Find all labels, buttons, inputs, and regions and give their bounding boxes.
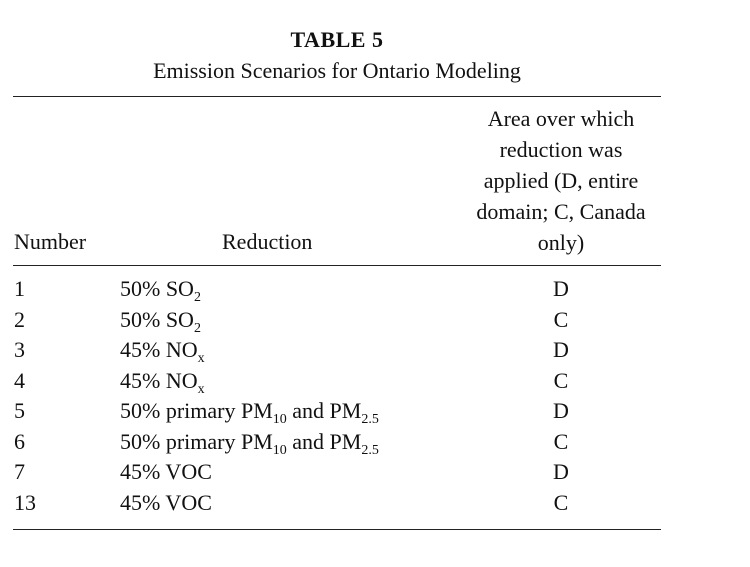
cell-reduction: 45% $NO_x$	[120, 337, 205, 366]
header-area-line: Area over which	[487, 106, 635, 131]
table-row	[0, 305, 674, 336]
cell-reduction: 50% $SO_2$	[120, 306, 201, 336]
header-area	[456, 103, 666, 258]
table-caption: Emission Scenarios for Ontario Modeling	[153, 58, 521, 83]
cell-number: 3	[14, 337, 25, 362]
table-title: TABLE 5	[290, 27, 384, 52]
subscript: 10	[272, 442, 287, 458]
cell-number: 7	[14, 459, 25, 484]
header-area-line: only)	[537, 230, 585, 255]
cell-area: D	[553, 459, 569, 484]
subscript: 2.5	[361, 412, 379, 427]
cell-reduction: 45% VOC	[120, 459, 212, 484]
cell-number: 4	[14, 367, 25, 393]
subscript: 2.5	[361, 442, 379, 458]
subscript: 2	[193, 320, 201, 336]
cell-number: 6	[14, 428, 25, 454]
subscript: x	[197, 381, 205, 397]
cell-area: D	[553, 398, 569, 423]
cell-area: C	[553, 367, 569, 393]
header-area-line: domain; C, Canada	[476, 199, 646, 224]
table-row	[0, 335, 674, 366]
table-row	[0, 366, 674, 397]
cell-reduction: 50% primary $PM_{10}$ and $PM_{2.5}$	[120, 428, 379, 458]
table-row	[0, 457, 674, 488]
subscript: 2	[193, 290, 201, 305]
cell-area: C	[553, 489, 569, 515]
cell-area: C	[553, 306, 569, 332]
cell-number: 1	[14, 276, 25, 301]
bottom-rule	[13, 529, 661, 530]
cell-reduction: 50% $SO_2$	[120, 276, 201, 305]
table-row	[0, 488, 674, 519]
header-reduction: Reduction	[222, 229, 313, 254]
cell-number: 2	[14, 306, 25, 332]
cell-reduction: 50% primary $PM_{10}$ and $PM_{2.5}$	[120, 398, 379, 427]
cell-area: D	[553, 276, 569, 301]
cell-number: 5	[14, 398, 25, 423]
header-number: Number	[14, 229, 87, 254]
cell-area: D	[553, 337, 569, 362]
cell-number: 13	[14, 489, 36, 515]
cell-area: C	[553, 428, 569, 454]
subscript: x	[197, 351, 205, 366]
table-row	[0, 396, 674, 427]
subscript: 10	[272, 412, 287, 427]
table-row	[0, 427, 674, 458]
cell-reduction: 45% VOC	[120, 489, 212, 515]
header-rule	[13, 265, 661, 266]
header-area-line: applied (D, entire	[483, 168, 639, 193]
header-area-line: reduction was	[499, 137, 623, 162]
table-row	[0, 274, 674, 305]
cell-reduction: 45% $NO_x$	[120, 367, 205, 397]
top-rule	[13, 96, 661, 97]
table-body	[0, 274, 674, 518]
